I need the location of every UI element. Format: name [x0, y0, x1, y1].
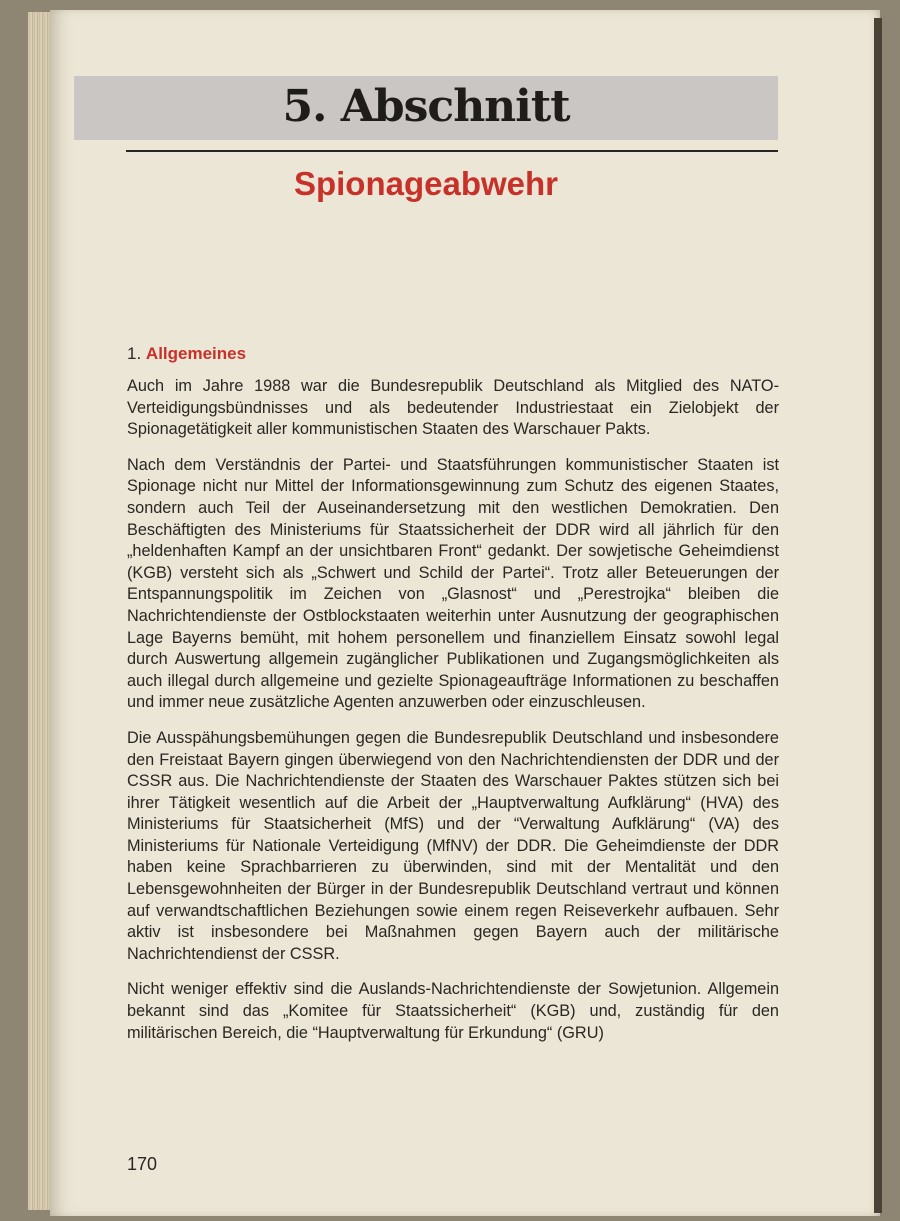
section-title: Allgemeines: [145, 344, 247, 363]
paragraph: Die Ausspähungsbemühungen gegen die Bundesrepublik Deutschland und insbesondere den Freistaat Bayern gingen überwiegend von den Nachrichtendiensten der DDR und der CSSR aus. Die Nachrichtendienste der Staaten des Warschauer Paktes stützen sich bei ihrer Tätigkeit wesentlich auf die Arbeit der „Hauptverwaltung Aufklärung“ (HVA) des Ministeriums für Staatsicherheit (MfS) und der “Verwaltung Aufklärung“ (VA) des Ministeriums für Nationale Verteidigung (MfNV) der DDR. Die Geheimdienste der DDR haben keine Sprachbarrieren zu überwinden, sind mit der Mentalität und den Lebensgewohnheiten der Bürger in der Bundesrepublik Deutschland vertraut und können auf verwandtschaftlichen Beziehungen sowie einem regen Reiseverkehr aufbauen. Sehr aktiv ist insbesondere bei Maßnahmen gegen Bayern auch der militärische Nachrichtendienst der CSSR.: [127, 728, 779, 963]
chapter-title: 5. Abschnitt: [282, 81, 570, 132]
paragraph: Nach dem Verständnis der Partei- und Staatsführungen kommunistischer Staaten ist Spionage nicht nur Mittel der Informationsgewinnung zum Schutz des eigenen Staates, sondern auch Teil der Auseinandersetzung mit den westlichen Demokratien. Den Beschäftigten des Ministeriums für Staatssicherheit der DDR wird all jährlich für den „heldenhaften Kampf an der unsichtbaren Front“ gedankt. Der sowjetische Geheimdienst (KGB) versteht sich als „Schwert und Schild der Partei“. Trotz aller Beteuerungen der Entspannungspolitik im Zeichen von „Glasnost“ und „Perestrojka“ bleiben die Nachrichtendienste der Ostblockstaaten weiterhin unter Ausnutzung der geographischen Lage Bayerns bemüht, mit hohem personellem und finanziellem Einsatz sowohl legal durch Auswertung allgemein zugänglicher Publikationen und Zugangsmöglichkeiten als auch illegal durch allgemeine und gezielte Spionageaufträge Informationen zu beschaffen und immer neue zusätzliche Agenten anzuwerben oder einzuschleusen.: [127, 455, 779, 712]
chapter-subtitle: Spionageabwehr: [293, 165, 559, 202]
title-rule: [126, 150, 778, 152]
section-number: 1.: [127, 344, 142, 363]
page-shadow-edge: [874, 18, 882, 1213]
paragraph: Auch im Jahre 1988 war die Bundesrepublik Deutschland als Mitglied des NATO-Verteidigungsbündnisses und als bedeutender Industriestaat ein Zielobjekt der Spionagetätigkeit aller kommunistischen Staaten des Warschauer Pakts.: [127, 377, 779, 439]
page-number: 170: [127, 1154, 158, 1174]
body-text: [127, 376, 779, 1058]
paragraph: Nicht weniger effektiv sind die Auslands-Nachrichtendienste der Sowjetunion. Allgemein bekannt sind das „Komitee für Staatssicherheit“ (KGB) und, zuständig für den militärischen Bereich, die “Hauptverwaltung für Erkundung“ (GRU): [127, 980, 779, 1042]
section-heading: [127, 343, 246, 365]
